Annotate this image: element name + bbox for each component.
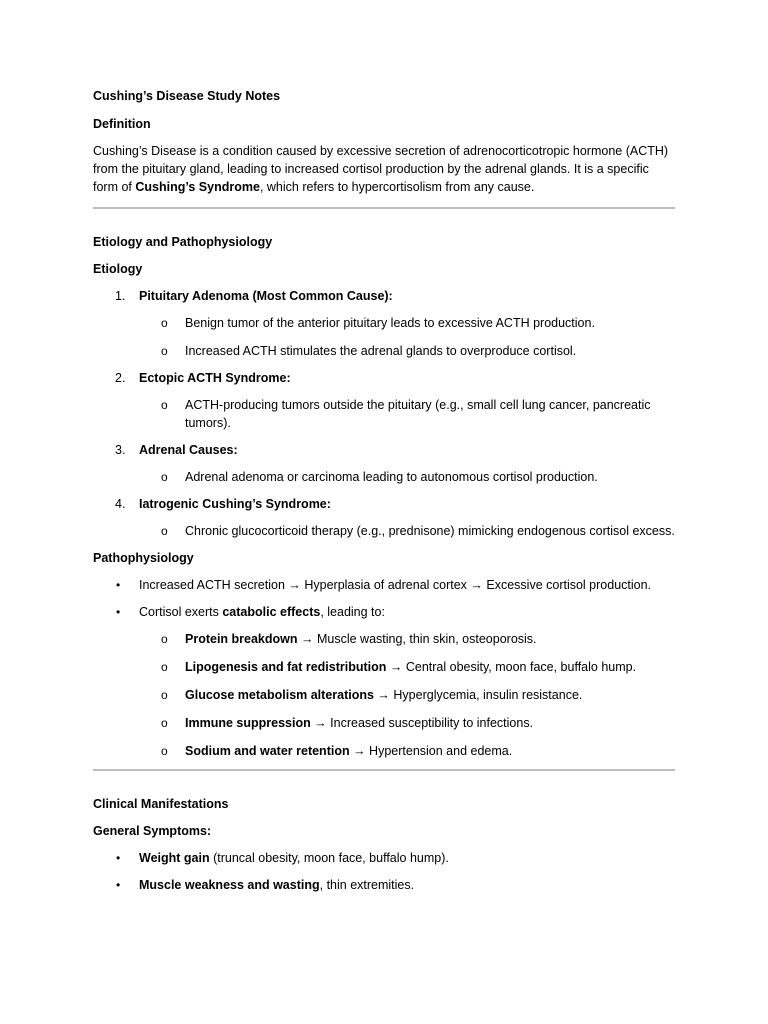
- sub-item-text: Adrenal adenoma or carcinoma leading to autonomous cortisol production.: [185, 470, 598, 484]
- list-item: [93, 576, 675, 594]
- sub-bullet-marker: o: [161, 632, 168, 646]
- bullet-text-end: , leading to:: [320, 605, 385, 619]
- sub-bullet-marker: o: [161, 316, 168, 330]
- effect-label: Immune suppression: [185, 716, 311, 730]
- sub-list-item: [139, 686, 675, 704]
- cause-label: Adrenal Causes:: [139, 443, 238, 457]
- effect-text: → Hypertension and edema.: [349, 744, 513, 758]
- sub-list: [139, 630, 675, 760]
- bullet-marker: •: [116, 851, 121, 865]
- etiology-section-heading: Etiology and Pathophysiology: [93, 235, 273, 249]
- list-number: 3.: [115, 443, 126, 457]
- sub-list: [139, 396, 675, 432]
- bullet-marker: •: [116, 605, 121, 619]
- effect-label: Lipogenesis and fat redistribution: [185, 660, 387, 674]
- list-number: 1.: [115, 289, 126, 303]
- symptom-label: Muscle weakness and wasting: [139, 878, 320, 892]
- sub-list: [139, 468, 675, 486]
- list-item: [93, 369, 675, 432]
- bullet-marker: •: [116, 878, 121, 892]
- sub-list-item: [139, 658, 675, 676]
- bullet-marker: •: [116, 578, 121, 592]
- effect-label: Glucose metabolism alterations: [185, 688, 374, 702]
- effect-text: → Hyperglycemia, insulin resistance.: [373, 688, 583, 702]
- etiology-list: [93, 287, 675, 540]
- list-number: 4.: [115, 497, 126, 511]
- bullet-bold-text: catabolic effects: [222, 605, 321, 619]
- bullet-text: Increased ACTH secretion → Hyperplasia of adrenal cortex → Excessive cortisol production.: [139, 578, 652, 592]
- sub-list-item: [139, 342, 675, 360]
- sub-bullet-marker: o: [161, 344, 168, 358]
- effect-label: Sodium and water retention: [185, 744, 350, 758]
- sub-bullet-marker: o: [161, 716, 168, 730]
- list-number: 2.: [115, 371, 126, 385]
- sub-item-text: Benign tumor of the anterior pituitary leads to excessive ACTH production.: [185, 316, 595, 330]
- sub-bullet-marker: o: [161, 524, 168, 538]
- section-divider: [93, 207, 675, 209]
- sub-list-item: [139, 714, 675, 732]
- definition-text-end: , which refers to hypercortisolism from any cause.: [259, 180, 535, 194]
- definition-heading: Definition: [93, 117, 151, 131]
- sub-list-item: [139, 314, 675, 332]
- effect-text: → Central obesity, moon face, buffalo hump.: [386, 660, 637, 674]
- cause-label: Ectopic ACTH Syndrome:: [139, 371, 291, 385]
- list-item: [93, 495, 675, 540]
- sub-item-text: ACTH-producing tumors outside the pituitary (e.g., small cell lung cancer, pancreatic tumors).: [185, 398, 651, 430]
- effect-text: → Muscle wasting, thin skin, osteoporosis.: [297, 632, 537, 646]
- effect-label: Protein breakdown: [185, 632, 298, 646]
- etiology-subheading: Etiology: [93, 262, 143, 276]
- definition-text: Cushing’s Disease is a condition caused by excessive secretion of adrenocorticotropic hormone (ACTH) from the pituitary gland, leading to increased cortisol production by the adrenal glands. It is a specific form of: [93, 144, 669, 194]
- sub-list-item: [139, 522, 675, 540]
- section-divider: [93, 769, 675, 771]
- sub-bullet-marker: o: [161, 744, 168, 758]
- symptoms-list: [93, 849, 675, 894]
- list-item: [93, 876, 675, 894]
- sub-bullet-marker: o: [161, 660, 168, 674]
- cause-label: Iatrogenic Cushing’s Syndrome:: [139, 497, 331, 511]
- pathophysiology-heading: Pathophysiology: [93, 551, 194, 565]
- list-item: [93, 603, 675, 760]
- list-item: [93, 849, 675, 867]
- symptom-text: , thin extremities.: [319, 878, 415, 892]
- definition-bold-term: Cushing’s Syndrome: [135, 180, 260, 194]
- sub-bullet-marker: o: [161, 470, 168, 484]
- sub-bullet-marker: o: [161, 398, 168, 412]
- symptom-label: Weight gain: [139, 851, 210, 865]
- general-symptoms-heading: General Symptoms:: [93, 824, 212, 838]
- cause-label: Pituitary Adenoma (Most Common Cause):: [139, 289, 393, 303]
- sub-list-item: [139, 468, 675, 486]
- sub-list: [139, 314, 675, 360]
- document-title: Cushing’s Disease Study Notes: [93, 89, 281, 103]
- sub-list-item: [139, 630, 675, 648]
- sub-list: [139, 522, 675, 540]
- document-page: [93, 87, 675, 903]
- sub-list-item: [139, 742, 675, 760]
- sub-item-text: Increased ACTH stimulates the adrenal glands to overproduce cortisol.: [185, 344, 577, 358]
- sub-item-text: Chronic glucocorticoid therapy (e.g., prednisone) mimicking endogenous cortisol excess.: [185, 524, 675, 538]
- bullet-text: Cortisol exerts: [139, 605, 223, 619]
- list-item: [93, 287, 675, 360]
- definition-paragraph: [93, 142, 675, 196]
- list-item: [93, 441, 675, 486]
- effect-text: → Increased susceptibility to infections.: [310, 716, 534, 730]
- sub-list-item: [139, 396, 675, 432]
- clinical-heading: Clinical Manifestations: [93, 797, 229, 811]
- symptom-text: (truncal obesity, moon face, buffalo hump).: [209, 851, 449, 865]
- pathophysiology-list: [93, 576, 675, 760]
- sub-bullet-marker: o: [161, 688, 168, 702]
